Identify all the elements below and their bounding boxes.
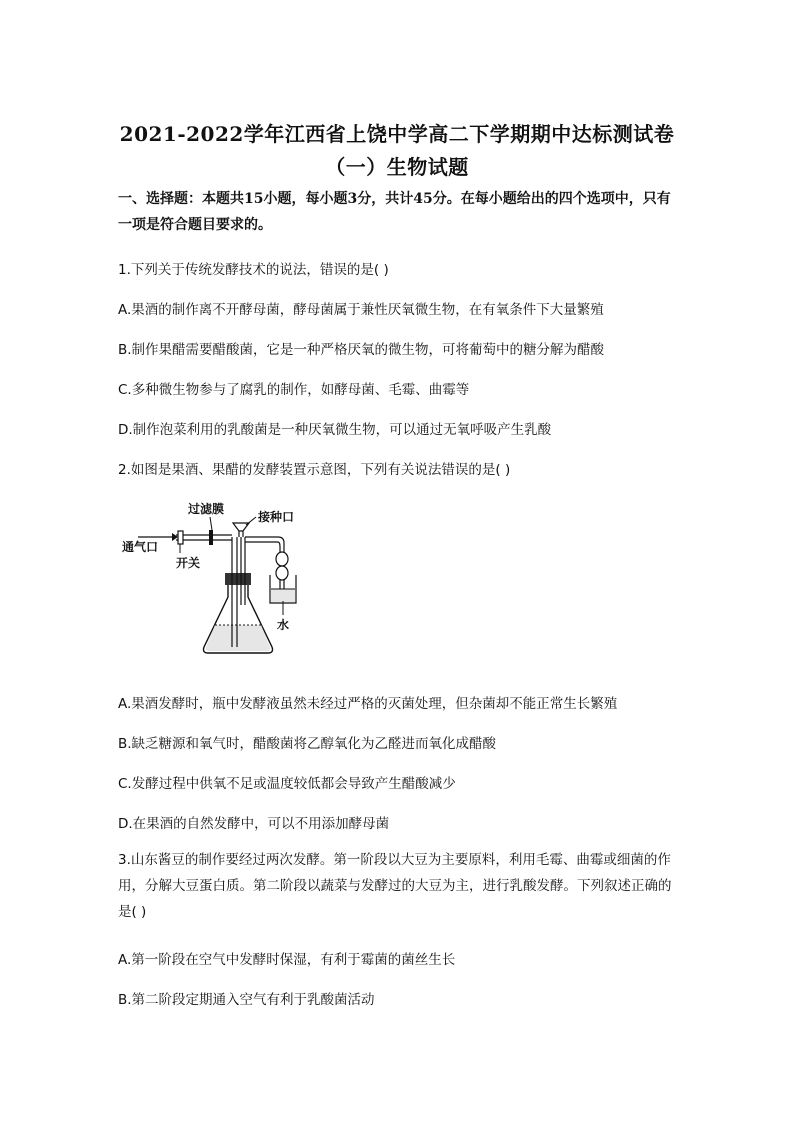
switch bbox=[178, 531, 183, 544]
water-label: 水 bbox=[277, 618, 290, 632]
question-3-option-b: B.第二阶段定期通入空气有利于乳酸菌活动 bbox=[118, 992, 375, 1008]
question-1-option-c: C.多种微生物参与了腐乳的制作，如酵母菌、毛霉、曲霉等 bbox=[118, 382, 470, 398]
fermentation-apparatus-figure bbox=[118, 497, 318, 669]
question-2-option-a: A.果酒发酵时，瓶中发酵液虽然未经过严格的灭菌处理，但杂菌却不能正常生长繁殖 bbox=[118, 696, 618, 712]
question-3-option-a: A.第一阶段在空气中发酵时保湿，有利于霉菌的菌丝生长 bbox=[118, 952, 456, 968]
stopper bbox=[225, 573, 251, 585]
question-2-option-b: B.缺乏糖源和氧气时，醋酸菌将乙醇氧化为乙醛进而氧化成醋酸 bbox=[118, 736, 497, 752]
question-2-stem: 2.如图是果酒、果醋的发酵装置示意图，下列有关说法错误的是( ) bbox=[118, 462, 511, 478]
section-header: 一、选择题：本题共15小题，每小题3分，共计45分。在每小题给出的四个选项中，只有一项是符合题目要求的。 bbox=[118, 191, 671, 233]
switch-label: 开关 bbox=[176, 556, 201, 570]
question-2-option-d: D.在果酒的自然发酵中，可以不用添加酵母菌 bbox=[118, 816, 390, 832]
question-1-option-b: B.制作果醋需要醋酸菌，它是一种严格厌氧的微生物，可将葡萄中的糖分解为醋酸 bbox=[118, 342, 605, 358]
filter-membrane-label: 过滤膜 bbox=[188, 502, 225, 516]
fermentation-liquid bbox=[206, 625, 270, 651]
air-inlet-label: 通气口 bbox=[122, 540, 159, 554]
inoculation-port-label: 接种口 bbox=[258, 510, 295, 524]
doc-title-line2: （一）生物试题 bbox=[325, 155, 469, 179]
question-1-stem: 1.下列关于传统发酵技术的说法，错误的是( ) bbox=[118, 262, 389, 278]
filter-membrane bbox=[209, 530, 213, 545]
doc-title-line1: 2021-2022学年江西省上饶中学高二下学期期中达标测试卷 bbox=[119, 122, 675, 146]
question-1-option-a: A.果酒的制作离不开酵母菌，酵母菌属于兼性厌氧微生物，在有氧条件下大量繁殖 bbox=[118, 302, 604, 318]
question-2-option-c: C.发酵过程中供氧不足或温度较低都会导致产生醋酸减少 bbox=[118, 776, 456, 792]
question-1-option-d: D.制作泡菜利用的乳酸菌是一种厌氧微生物，可以通过无氧呼吸产生乳酸 bbox=[118, 422, 552, 438]
question-3-stem: 3.山东酱豆的制作要经过两次发酵。第一阶段以大豆为主要原料，利用毛霉、曲霉或细菌的作用，分解大豆蛋白质。第二阶段以蔬菜与发酵过的大豆为主，进行乳酸发酵。下列叙述正确的是( ) bbox=[118, 852, 672, 920]
